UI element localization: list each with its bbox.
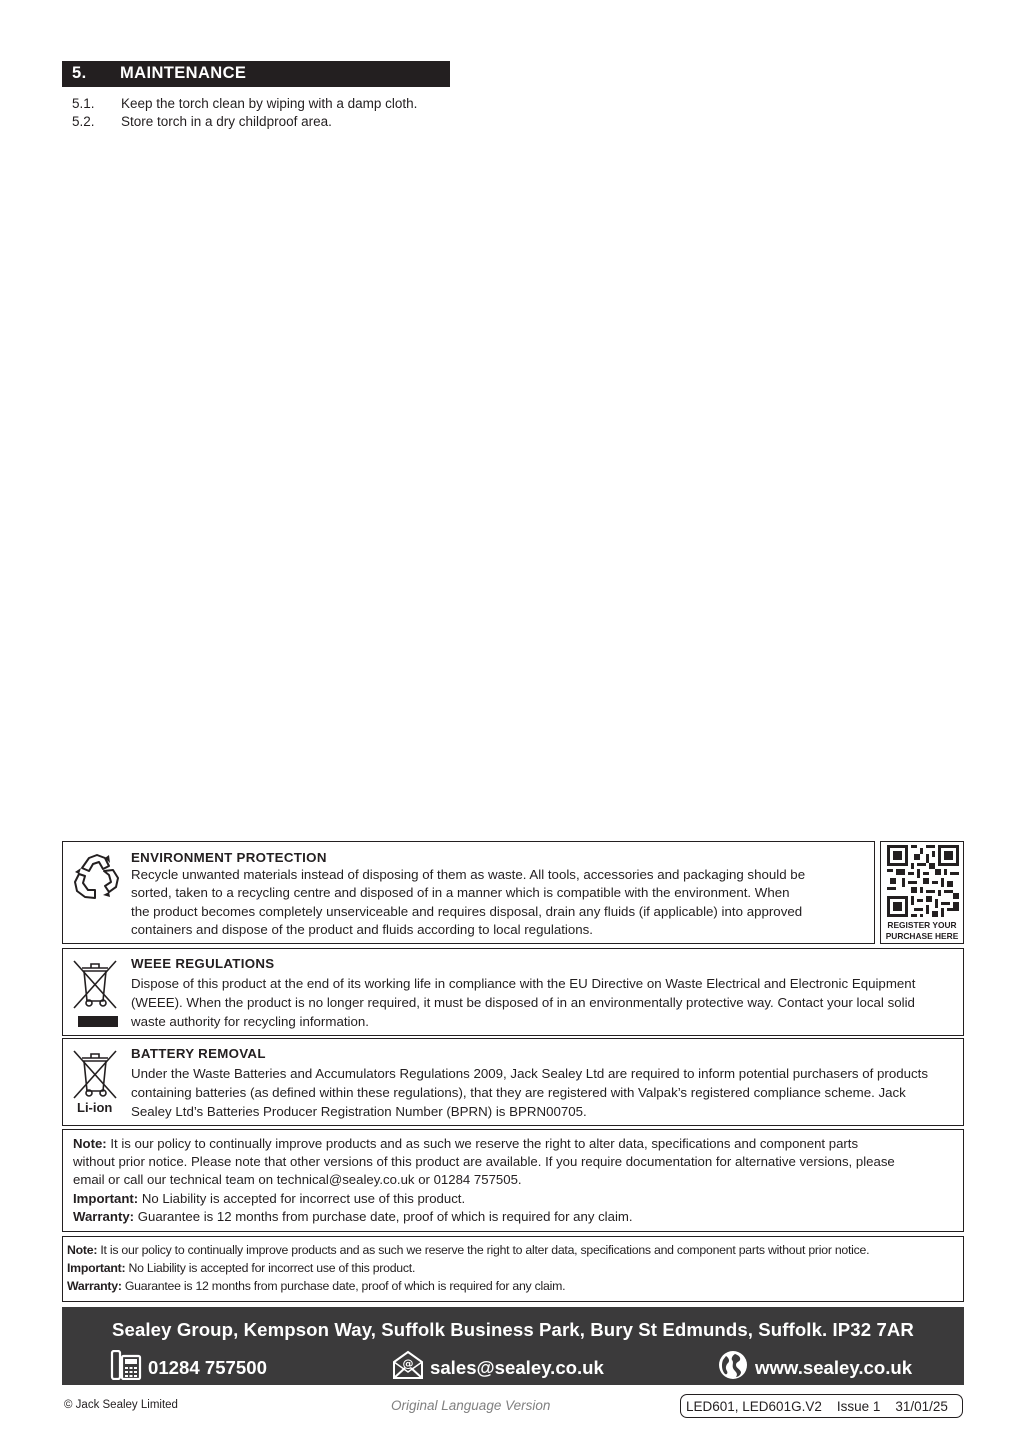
- qr-register-box[interactable]: [880, 841, 964, 944]
- website-url[interactable]: www.sealey.co.uk: [755, 1356, 913, 1378]
- important-body: No Liability is accepted for incorrect use of this product.: [138, 1190, 466, 1206]
- item-text: Store torch in a dry childproof area.: [121, 114, 332, 129]
- text-line: Under the Waste Batteries and Accumulators Regulations 2009, Jack Sealey Ltd are required to inform potential purchasers of products: [131, 1066, 929, 1081]
- important-label: Important:: [73, 1190, 139, 1206]
- important-label: Important:: [67, 1261, 126, 1275]
- weee-text: [131, 974, 915, 1031]
- copyright-text: © Jack Sealey Limited: [64, 1399, 178, 1411]
- text-line: waste authority for recycling information.: [131, 1014, 369, 1029]
- weee-bin-icon: [72, 958, 118, 1028]
- note-text-compact: [67, 1241, 869, 1295]
- warranty-body: Guarantee is 12 months from purchase date, proof of which is required for any claim.: [134, 1208, 633, 1224]
- qr-label-line: PURCHASE HERE: [885, 931, 959, 941]
- section-title: MAINTENANCE: [120, 64, 247, 82]
- environment-box: [62, 841, 875, 944]
- contact-banner: [62, 1307, 964, 1385]
- warranty-line: [73, 1208, 895, 1226]
- text-line: sorted, taken to a recycling centre and disposed of in a manner which is compatible with the environment. When: [131, 885, 790, 901]
- battery-title: BATTERY REMOVAL: [131, 1046, 266, 1061]
- warranty-body: Guarantee is 12 months from purchase date, proof of which is required for any claim.: [121, 1279, 566, 1293]
- important-line: [67, 1259, 869, 1277]
- battery-bin-icon: [72, 1048, 118, 1100]
- phone-contact[interactable]: [110, 1350, 267, 1385]
- battery-box: [62, 1038, 964, 1126]
- environment-title: ENVIRONMENT PROTECTION: [131, 850, 327, 865]
- battery-text: [131, 1064, 928, 1121]
- weee-title: WEEE REGULATIONS: [131, 956, 275, 971]
- email-icon: [392, 1350, 424, 1385]
- weee-box: [62, 948, 964, 1036]
- svg-text:@: @: [402, 1357, 414, 1370]
- email-contact[interactable]: [392, 1350, 604, 1385]
- warranty-line: [67, 1277, 869, 1295]
- phone-icon: [110, 1350, 142, 1385]
- text-line: Dispose of this product at the end of its working life in compliance with the EU Directive on Waste Electrical and Electronic Equipment: [131, 976, 916, 991]
- item-text: Keep the torch clean by wiping with a damp cloth.: [121, 96, 418, 111]
- text-line: Sealey Ltd’s Batteries Producer Registration Number (BPRN) is BPRN00705.: [131, 1104, 587, 1119]
- environment-text: [131, 866, 805, 939]
- warranty-label: Warranty:: [67, 1279, 122, 1293]
- note-body: It is our policy to continually improve products and as such we reserve the right to alter data, specifications and component parts without prior notice.: [97, 1243, 870, 1257]
- language-version: Original Language Version: [391, 1398, 551, 1413]
- text-line: containing batteries (as defined within these regulations), that they are registered with Valpak’s registered compliance scheme. Jack: [131, 1085, 906, 1100]
- li-ion-label: Li-ion: [77, 1100, 113, 1115]
- note-body: It is our policy to continually improve products and as such we reserve the right to alter data, specifications and component parts: [106, 1136, 859, 1151]
- note-line: without prior notice. Please note that other versions of this product are available. If you require documentation for alternative versions, please: [73, 1154, 895, 1170]
- note-text: [73, 1135, 895, 1226]
- globe-icon: [717, 1350, 749, 1385]
- warranty-label: Warranty:: [73, 1208, 135, 1224]
- note-box: [62, 1129, 964, 1232]
- website-contact[interactable]: [717, 1350, 912, 1385]
- text-line: the product becomes completely unserviceable and requires disposal, drain any fluids (if applicable) into approved: [131, 903, 803, 919]
- text-line: Recycle unwanted materials instead of disposing of them as waste. All tools, accessories and packaging should be: [131, 867, 806, 882]
- note-line: [67, 1241, 869, 1259]
- recycle-icon: [71, 852, 123, 902]
- section-number: 5.: [72, 64, 87, 82]
- text-line: (WEEE). When the product is no longer required, it must be disposed of in an environmentally protective way. Contact your local solid: [131, 995, 915, 1010]
- important-body: No Liability is accepted for incorrect use of this product.: [125, 1261, 416, 1275]
- important-line: [73, 1190, 895, 1208]
- phone-number[interactable]: 01284 757500: [148, 1356, 267, 1378]
- text-line: containers and dispose of the product and fluids according to local regulations.: [131, 921, 593, 937]
- note-line: email or call our technical team on technical@sealey.co.uk or 01284 757505.: [73, 1172, 522, 1188]
- qr-code-icon[interactable]: [887, 845, 959, 922]
- company-address: Sealey Group, Kempson Way, Suffolk Business Park, Bury St Edmunds, Suffolk. IP32 7AR: [112, 1319, 914, 1340]
- qr-label: [881, 920, 963, 942]
- item-number: 5.2.: [72, 114, 95, 129]
- item-number: 5.1.: [72, 96, 95, 111]
- note-line: [73, 1135, 895, 1153]
- section-heading: [62, 61, 450, 87]
- note-label: Note:: [73, 1136, 107, 1151]
- document-reference: LED601, LED601G.V2 Issue 1 31/01/25: [680, 1394, 963, 1418]
- email-address[interactable]: sales@sealey.co.uk: [430, 1356, 604, 1378]
- note-label: Note:: [67, 1243, 98, 1257]
- qr-label-line: REGISTER YOUR: [887, 920, 957, 930]
- note-box-compact: [62, 1236, 964, 1302]
